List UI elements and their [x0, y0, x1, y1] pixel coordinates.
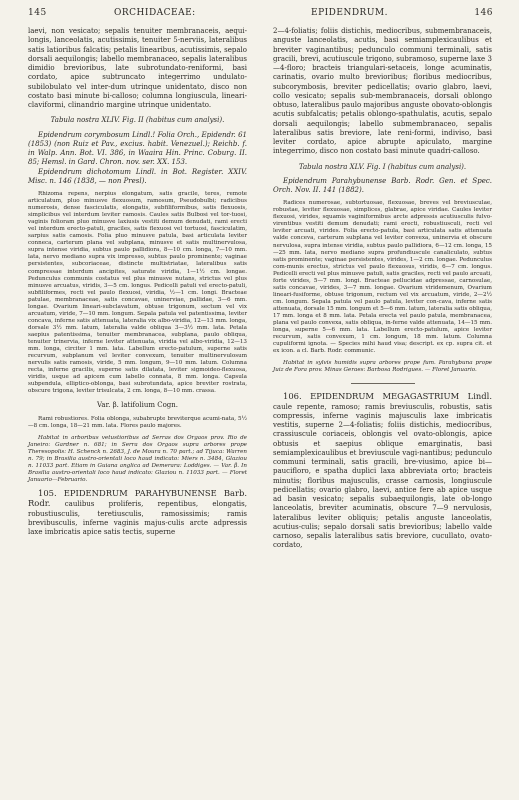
- right-running-title: EPIDENDRUM.: [311, 8, 388, 18]
- right-page-number: 146: [474, 8, 493, 18]
- left-page-number: 145: [28, 8, 47, 18]
- species-entry: [273, 392, 492, 550]
- species-diagnosis: caulibus proliferis, repentibus, elongatis, robustiusculis, teretiusculis, ramosissimis; ramis brevibusculis, inferne vaginis majus-culis arcte adpressis laxe imbricatis apice satis tectis, superne: [28, 500, 247, 537]
- left-column: [28, 27, 247, 537]
- variety-heading: Var. β. latifolium Cogn.: [96, 401, 178, 410]
- plate-caption: Tabula nostra XLIV. Fig. II (habitus cum analysi).: [50, 116, 225, 125]
- diagnosis-paragraph: 2—4-foliatis; foliis distichis, mediocribus, submembranaceis, anguste lanceolatis, acutis, basi semiamplexicaulibus et breviter vaginantibus; pedunculo communi terminali, satis gracili, brevi, acutiuscule trigono, subramoso, superne laxe 3—4-floro; bracteis triangulari-setaceis, longe acuminatis, carinatis, ovario multo brevioribus; floribus mediocribus, subcorymbosis, breviter pedicellatis; ovario glabro, laevi, collo vesicato; sepalis sub-membranaceis, dorsali oblongo obtuso, lateralibus paulo majoribus anguste obovato-oblongis acutis subfalcatis; petalis oblongo-spathulatis, acutis, sepalo dorsali aequilongis; labello submembranaceo, sepalis lateralibus satis breviore, late reni-formi, indiviso, basi leviter cordato, apice abrupte apiculato, margine integerrimo, disco non costato basi minute quadri-calloso.: [273, 27, 492, 156]
- species-title: 106. EPIDENDRUM MEGAGASTRIUM Lindl.: [283, 391, 492, 402]
- left-running-title: ORCHIDACEAE:: [114, 8, 196, 18]
- description-paragraph: Rhizoma repens, nerpius elongatum, satis gracile, teres, remote articulatum, pluo minusve flexuosum, ramosum, Pseudobulbi; radicibus numerosis, dense fasciculatis, elongatis, subfiliformibus, satis flexuosis, simplicibus vel interdum leviter ramosis. Caules satis Bulbosi vel tor-tuosi, vaginis folioram pluo minusve laxiusis vestiti demum denudati, rami erecti vel interdum erecto-patuli, graciles, satis flexuosi vel tortuosi, fasciculatim, sarpius satis camosis. Folia pluo minusve patula, basi articulata leviter conneca, carterum plana vel subplana, minusve et satis multinervulosa, supra intense viridia, subtus paulo pallidiora, 8—10 cm. longa, 7—10 mm. lata, nervo mediano supra vix impresso, subtus paulo prominente; vaginae persistentes, subcoriaceae, distincte multistriatae, lateralibus satis compressae interdum ancipites, saturate viridia, 1—1½ cm. longae. Pedunculus communis costatus vel plus minusve nutans, strictus vel plus minusve arcuatus, viridis, 3—5 cm. longus. Pedicelli patuli vel erecto-patuli, subfiliformes, recti vel paulo flexuosi, viridia, ½—1 cm. longi. Bracteae patulae, membranaceae, satis concavae, uninerviae, pallidae, 3—6 mm. longae. Ovarium lineari-subclavatum, obtuse trigonum, sectum vel vix arcuatum, viride, 7—10 mm. longum. Sepala patula vel patentissima, leviter concava, inferne satis attenuata, lateralia vix albo-viridia, 12—13 mm. longa, dorsale 3½ mm. latum, lateralia valde obliqua 3—3½ mm. lata. Petala saepius patentissima, tenuiter membranacea, subplana, paulo obliqua, tenuiter trinervia, inferne leviter attenuata, viridia vel albo-viridia, 12—13 mm. longa, circiter 1 mm. lata. Labellum erecto-patulum, superne satis recurvum, subplanum vel leviter convexum, tenuiter multinervulosum nervulis satis ramosis, viride, 5 mm. longum, 9—10 mm. latum. Columna recta, inferne gracilis, superne satis dilatata, leviter sigmoideo-flexuosa, viridis, usque ad apicem cum labello connata, 8 mm. longa. Capsula subpendula, elliptico-oblonga, basi subrotundata, apice breviter rostrata, obscure trigona, leviter trisulcata, 2 cm. longa, 8—10 mm. crassa.: [28, 191, 247, 395]
- species-diagnosis: caule repente, ramoso; ramis breviusculis, robustis, satis compressis, inferne vaginis majusculis laxe imbricatis vestitis, superne 2—4-foliatis; foliis distichis, mediocribus, crassiuscule coriaceis, oblongis vel ovato-oblongis, apice obtusis et saepius oblique emarginatis, basi semiamplexicaulibus et breviuscule vagi-nantibus; pedunculo communi terminali, satis gracili, bre-viusimo, apice bi—paucifloro, e spatha duplici laxa abbreviata orto; bracteis minutis; floribus majusculis, crasse carnosis, longiuscule pedicellatis; ovario glabro, laevi, antice fere ab apice usque ad basin vesicato; sepalis subaequilongis, late ob-longo lanceolatis, breviter acuminatis, obscure 7—9 nervulosis, lateralibus leviter obliquis; petalis anguste lanceolatis, acutius-culis; sepalo dorsali satis brevioribus; labello valde carnoso, sepalis lateralibus satis breviore, cucullato, ovato-cordato,: [273, 402, 492, 550]
- diagnosis-paragraph: laevi, non vesicato; sepalis tenuiter membranaceis, aequi-longis, lanceolatis, acutissimis, tenuiter 5-nerviis, lateralibus satis latioribus falcatis; petalis linearibus, acutissimis, sepalo dorsali aequilongis; labello membranaceo, sepalis lateralibus dimidio brevioribus, late subrotundato-reniformi, basi cordato, apice subtruncato integerrimo undulato-subilobulato vel inter-dum utrinque unidentato, disco non costato basi minute bi-calloso; columna longiuscula, lineari-claviformi, clinandrio margine utrinque unidentato.: [28, 27, 247, 109]
- description-paragraph: Radices numerosae, subtortuosae, flexuosae, breves vel breviusculae, robustae, leviter flexuosae, simplices, glabrae, apice viridae. Caules leviter flexuosi, virides, squamis vaginiformibus arcte adpressis acutiusculis fulvo-virentibus vestiti demum denudati; rami erecti, robustiusculi, recti vel leviter arcuati, virides. Folia erecto-patula, basi articulata satis attenuata valde conceva, carterum subplana vel leviter convexa, uninervia et obscure nervulosa, supra intense viridia, subtus paulo pallidiora, 6—12 cm. longa, 15—25 mm. lata, nervo mediano supra profundiuscule canaliculato, subtus satis prominente; vaginae persistentes, virides, 1—2 cm. longae. Pedunculus com-munis erectus, strictus vel paulo flexuosus, viridis, 6—7 cm. longus. Pedicelli erecti vel plus minusve patuli, satis graciles, recti vel paulo arcuati, forte virides, 5—7 mm. longi. Bracteae pellucidae adpressae, carnosulae, satis concavae, virides, 3—7 mm. longae. Ovarium viridemenum, Ovarium lineari-fusiforme, obtuse trigonum, rectum vel vix arcuatum, viride, 2—2½ cm. longum. Sepala patula vel paulo patula, leviter con-cava, inferne satis attenuata, dorsale 15 mm. longum et 5—6 mm. latum, lateralia satis obliqua, 17 mm. longa et 8 mm. lata. Petala erecta vel paulo patula, membranacea, plana vel paulo convexa, satis obliqua, in-ferne valde attenuata, 14—15 mm. longa, superne 5—6 mm. lata. Labellum erecto-patulum, apice leviter recurvum, satis convexum, 1 cm. longum, 18 mm. latum. Columna cupuliformi ignota. — Species mihi haud visa; descript. ex cp. supra cit. et ex icon. a cl. Barb. Rodr. communic.: [273, 200, 492, 355]
- habitat-paragraph: Habitat in sylvis humidis supra arbores prope fum. Parahybuna prope Juiz de Fora prov. Minas Geraes: Barbosa Rodrigues. — Floret Januario.: [273, 360, 492, 374]
- habitat-paragraph: Habitat in arboribus vetustioribus ad Serras dos Orgaos prov. Rio de Janeiro: Gardner n. 681; in Serra dos Orgaos supra arbores prope Theresopolis: H. Schenck n. 2683, J. de Moura n. 70 part.; ad Tijuca: Warren n. 79; in Brasilia austro-orientali loco haud indicato: Miers n. 3484, Glaziou n. 11033 part. Etiam in Guiana anglica ad Demerara: Loddiges. — Var. β. In Brasilia austro-orientali loco haud indicato: Glaziou n. 11033 part. — Floret Januario—Februario.: [28, 434, 247, 483]
- variety-description: Rami robustiores. Folia oblonga, subabrupte breviterque acumi-nata, 5½—8 cm. longa, 18—21 mm. lata. Flores paulo majores.: [28, 415, 247, 429]
- running-header: [28, 8, 493, 22]
- right-column: [273, 27, 492, 551]
- synonymy-paragraph-2: Epidendrum dichotomum Lindl. in Bot. Register. XXIV. Misc. n. 146 (1838, — non Presl).: [28, 167, 247, 185]
- species-title: 105. EPIDENDRUM PARAHYBUNENSE Barb. Rodr.: [28, 488, 247, 509]
- synonymy-paragraph: Epidendrum Parahybunense Barb. Rodr. Gen. et Spec. Orch. Nov. II. 141 (1882).: [273, 176, 492, 194]
- synonymy-paragraph: Epidendrum corymbosum Lindl.! Folia Orch., Epidendr. 61 (1853) (non Ruiz et Pav., excius. habit. Venezuel.); Reichb. f. in Walp. Ann. Bot. VI. 386, in Waaira Hin. Princ. Coburg. II. 85; Hemsl. in Gard. Chron. nov. ser. XX. 153.: [28, 130, 247, 167]
- species-entry: [28, 489, 247, 537]
- plate-caption: Tabula nostra XLV. Fig. I (habitus cum analysi).: [298, 162, 467, 171]
- section-divider: [351, 383, 415, 384]
